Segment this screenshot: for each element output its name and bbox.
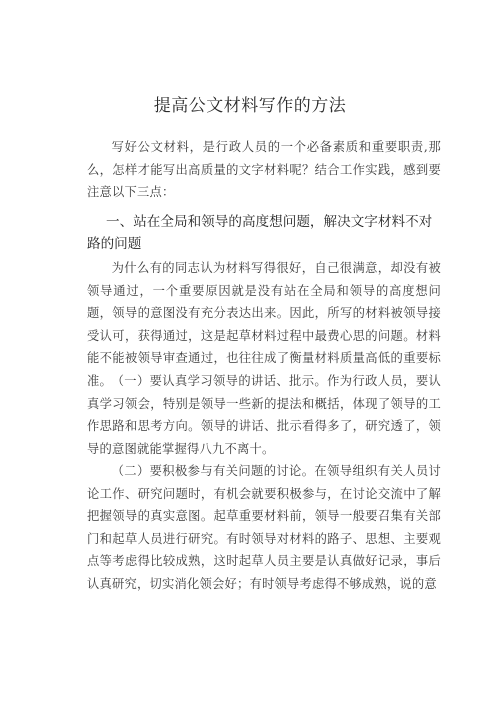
intro-paragraph: 写好公文材料，是行政人员的一个必备素质和重要职责,那么，怎样才能写出高质量的文字材料呢？结合工作实践，感到要注意以下三点：: [87, 140, 441, 199]
document-title: 提高公文材料写作的方法: [153, 96, 347, 116]
body-paragraph: （一）要认真学习领导的讲话、批示。作为行政人员，要认真学习领会，特别是领导一些新的提法和概括，体现了领导的工作思路和思考方向。领导的讲话、批示看得多了，研究透了，领导的意图就能掌握得八九不离十。: [87, 374, 441, 456]
body-paragraph: 为什么有的同志认为材料写得很好，自己很满意，却没有被领导通过，一个重要原因就是没有站在全局和领导的高度想问题，领导的意图没有充分表达出来。因此，所写的材料被领导接受认可，获得通过，这是起草材料过程中最费心思的问题。材料能不能被领导审查通过，也往往成了衡量材料质量高低的重要标准。: [87, 261, 441, 388]
section-heading: 一、站在全局和领导的高度想问题，解决文字材料不对路的问题: [87, 214, 433, 252]
body-paragraph: （二）要积极参与有关问题的讨论。在领导组织有关人员讨论工作、研究问题时，有机会就要积极参与，在讨论交流中了解把握领导的真实意图。起草重要材料前，领导一般要召集有关部门和起草人员进行研究。有时领导对材料的路子、思想、主要观点等考虑得比较成熟，这时起草人员主要是认真做好记录，事后认真研究，切实消化领会好；有时领导考虑得不够成熟，说的意: [87, 464, 441, 591]
